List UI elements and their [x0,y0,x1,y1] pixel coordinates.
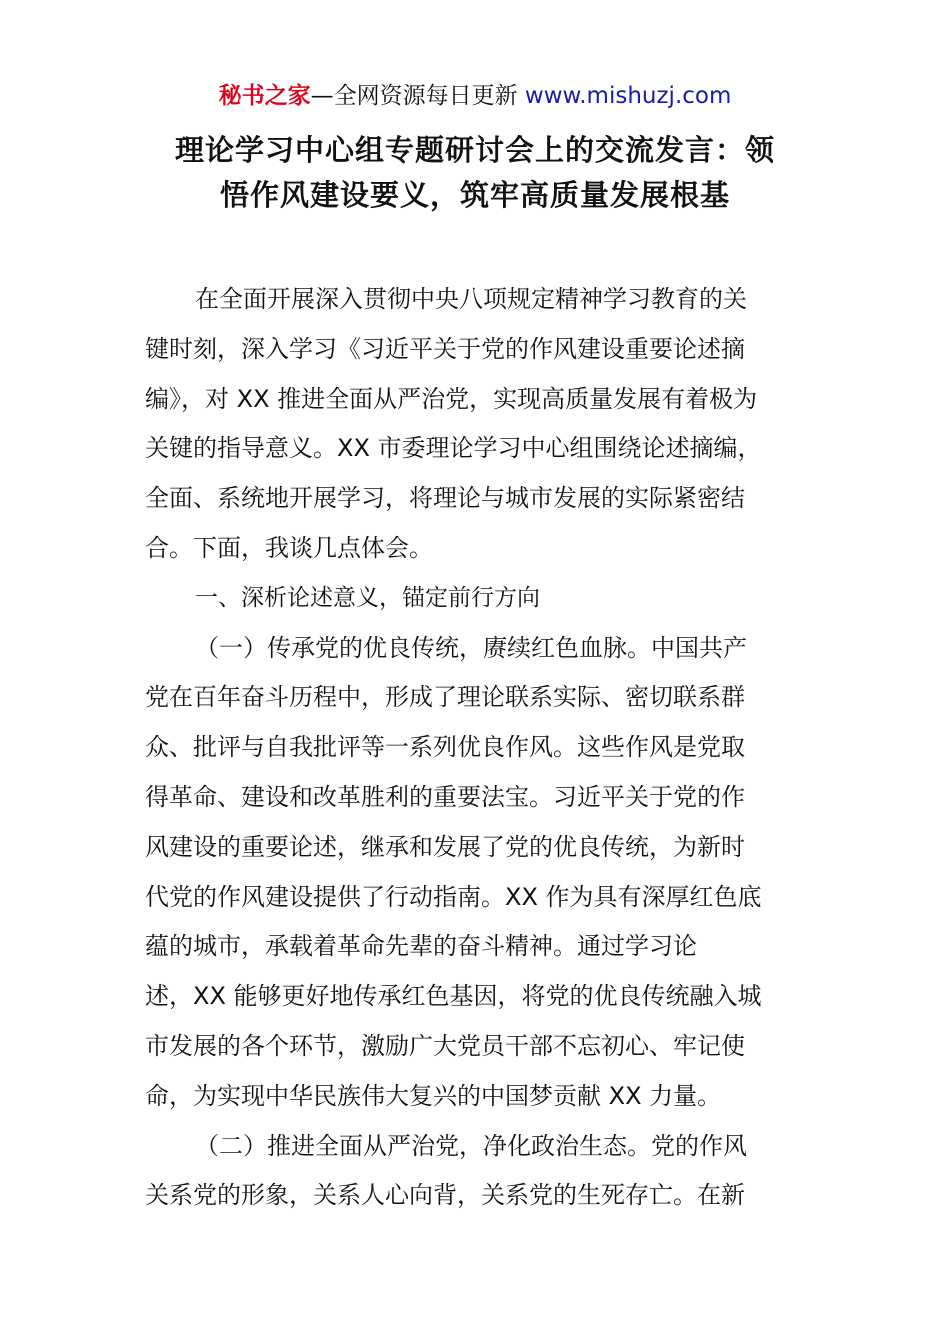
paragraph-line: 代党的作风建设提供了行动指南。XX 作为具有深厚红色底 [145,882,762,911]
paragraph-line: 编》，对 XX 推进全面从严治党，实现高质量发展有着极为 [145,384,758,413]
site-brand: 秘书之家 [218,83,311,109]
title-line-1: 理论学习中心组专题研讨会上的交流发言：领 [174,133,775,167]
paragraph-line: 关键的指导意义。XX 市委理论学习中心组围绕论述摘编， [145,434,762,463]
site-url-link[interactable]: www.mishuzj.com [524,83,732,109]
paragraph-line: 关系党的形象，关系人心向背，关系党的生死存亡。在新 [145,1181,745,1210]
document-body [145,275,805,1221]
paragraph-line: 风建设的重要论述，继承和发展了党的优良传统，为新时 [145,832,745,861]
paragraph-line: 全面、系统地开展学习，将理论与城市发展的实际紧密结 [145,484,745,513]
paragraph-line: （一）传承党的优良传统，赓续红色血脉。中国共产 [195,633,747,662]
site-header [0,80,950,112]
paragraph-section-1-1 [145,624,805,1122]
paragraph-line: （二）推进全面从严治党，净化政治生态。党的作风 [195,1131,747,1160]
paragraph-line: 市发展的各个环节，激励广大党员干部不忘初心、牢记使 [145,1031,745,1060]
paragraph-line: 命，为实现中华民族伟大复兴的中国梦贡献 XX 力量。 [145,1081,722,1110]
paragraph-intro [145,275,805,574]
title-line-2: 悟作风建设要义，筑牢高质量发展根基 [219,178,730,212]
paragraph-section-1-2 [145,1122,805,1222]
paragraph-line: 蕴的城市，承载着革命先辈的奋斗精神。通过学习论 [145,932,697,961]
paragraph-line: 得革命、建设和改革胜利的重要法宝。习近平关于党的作 [145,782,745,811]
section-heading: 一、深析论述意义，锚定前行方向 [195,584,540,611]
paragraph-line: 键时刻，深入学习《习近平关于党的作风建设重要论述摘 [145,334,745,363]
site-tagline: —全网资源每日更新 [310,83,525,109]
paragraph-line: 党在百年奋斗历程中，形成了理论联系实际、密切联系群 [145,683,745,712]
document-title [145,128,805,218]
paragraph-line: 合。下面，我谈几点体会。 [145,533,433,562]
paragraph-line: 众、批评与自我批评等一系列优良作风。这些作风是党取 [145,733,745,762]
paragraph-line: 述，XX 能够更好地传承红色基因，将党的优良传统融入城 [145,982,762,1011]
paragraph-line: 在全面开展深入贯彻中央八项规定精神学习教育的关 [195,285,747,313]
